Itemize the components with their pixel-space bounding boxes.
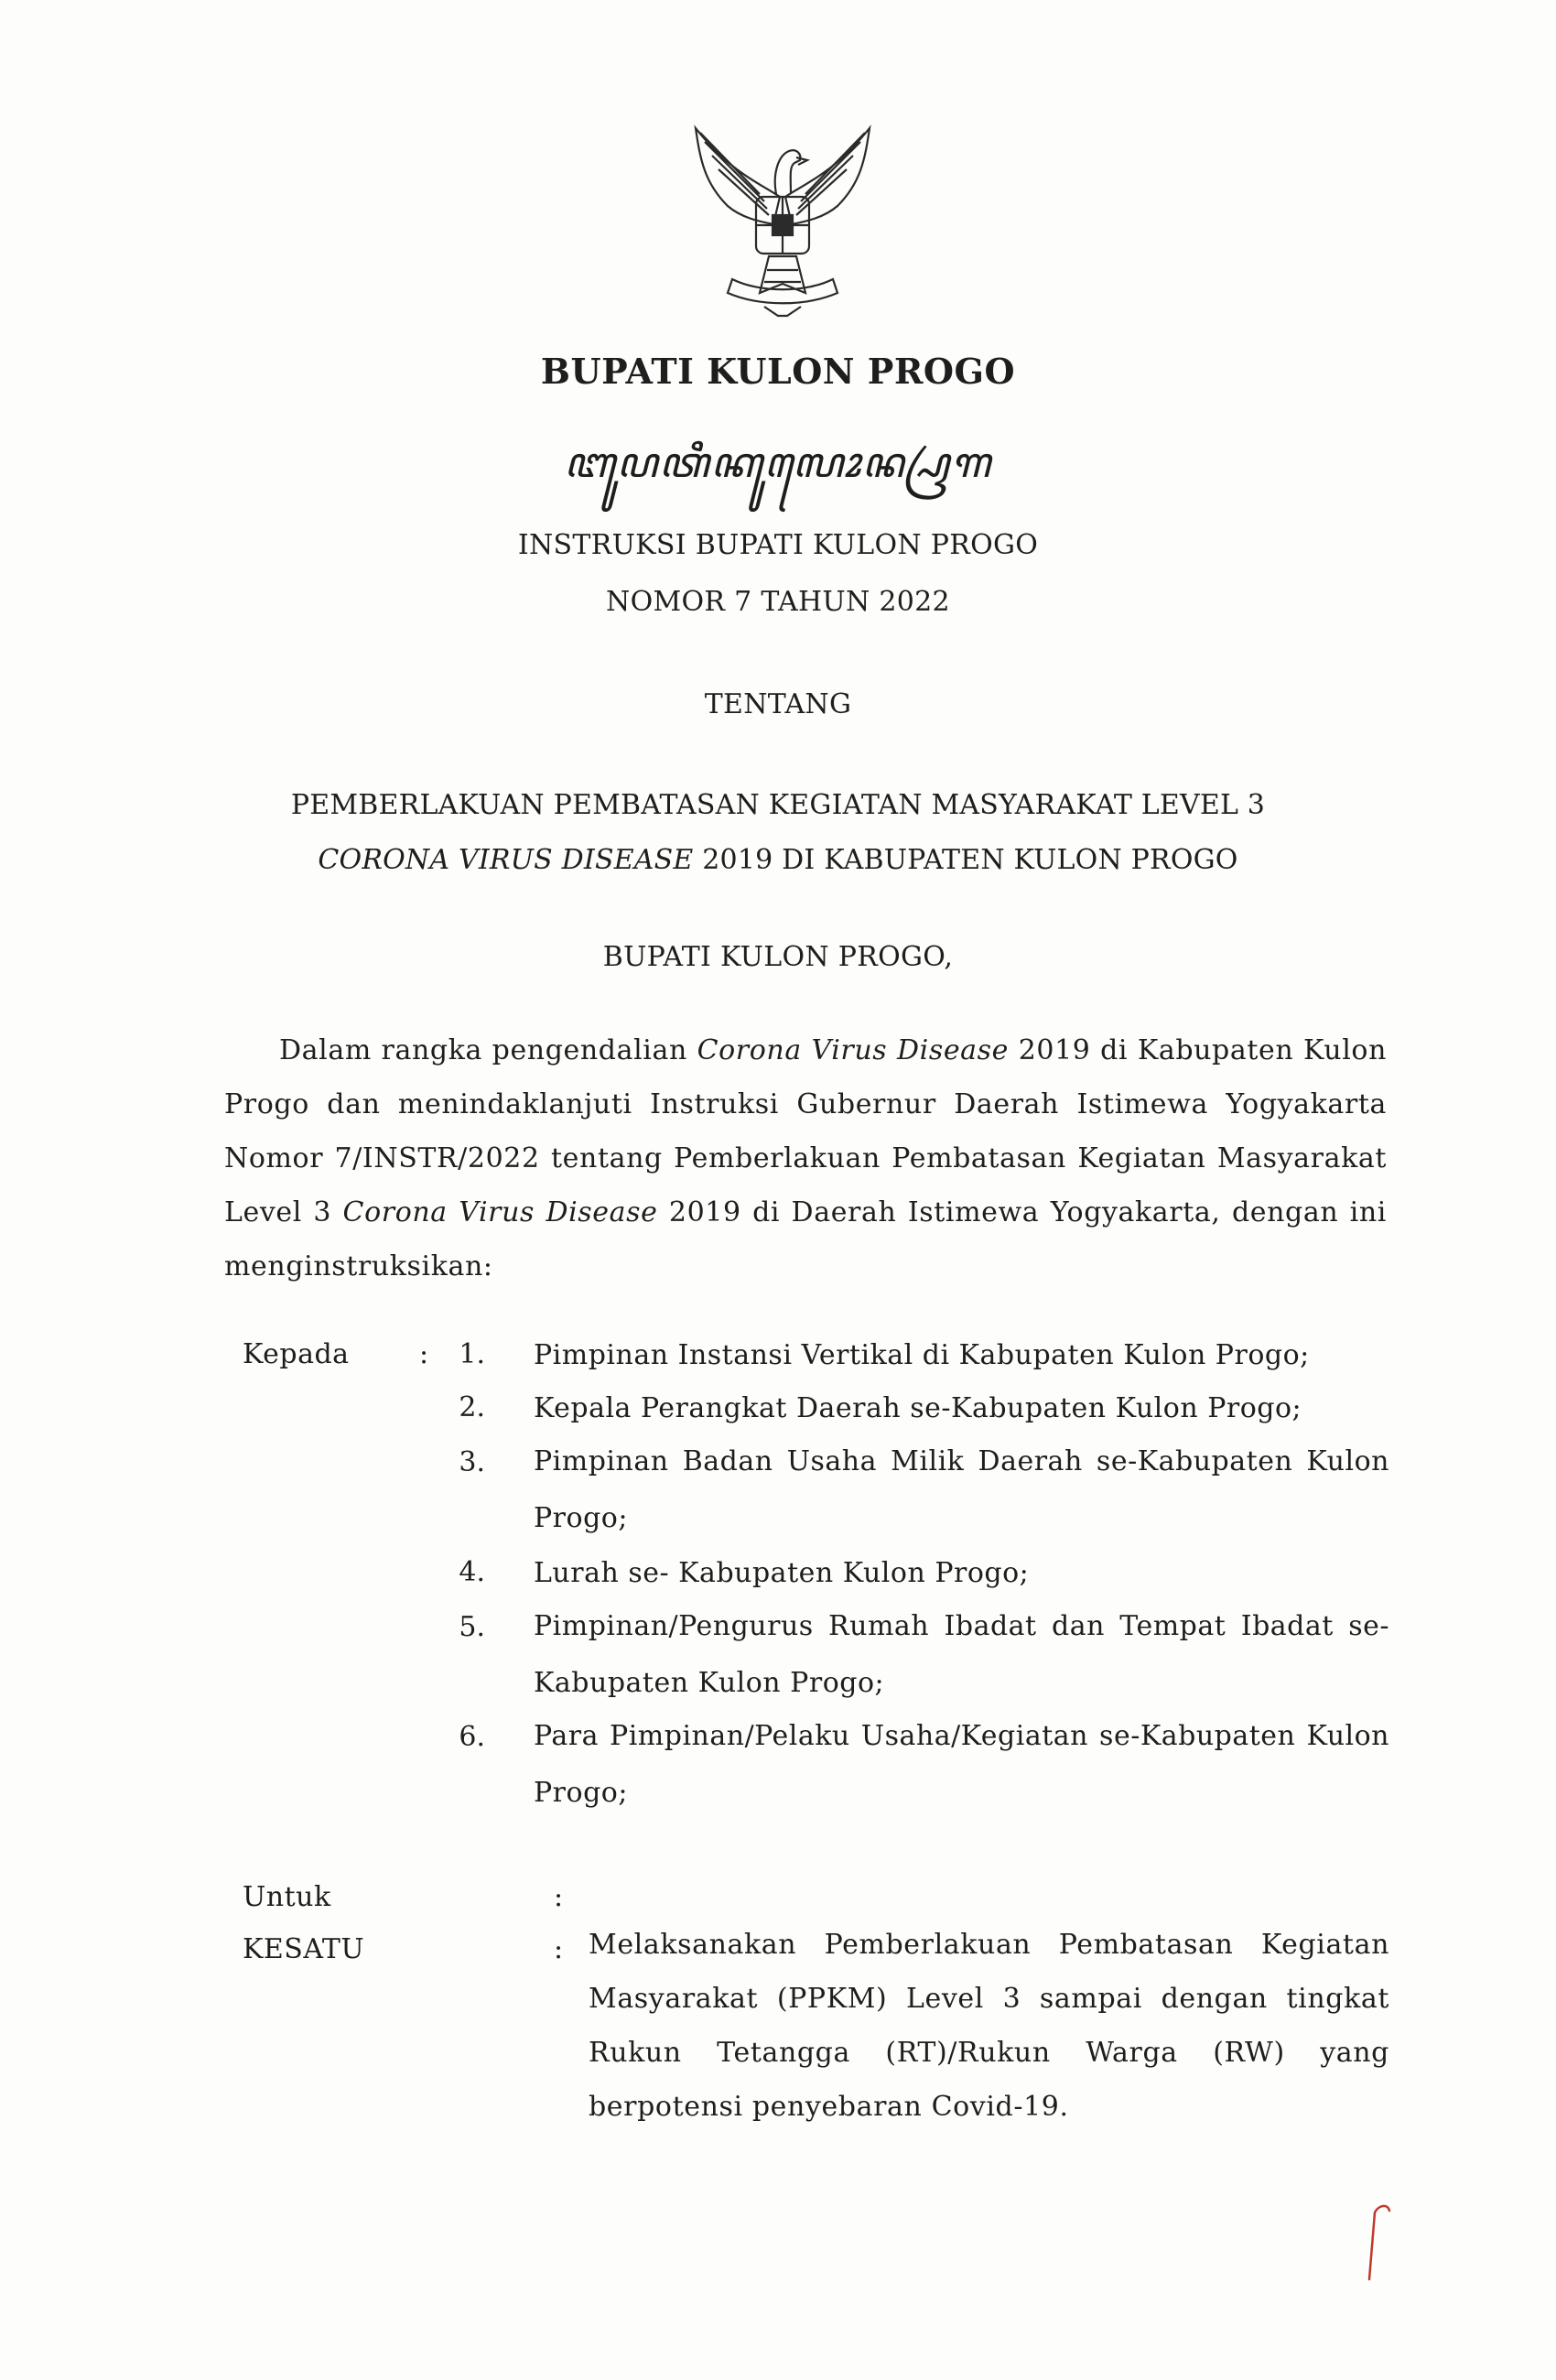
garuda-pancasila-emblem-icon: [677, 110, 888, 325]
office-title: BUPATI KULON PROGO: [540, 351, 1016, 392]
kepada-item-number: 2.: [459, 1391, 485, 1423]
subject-line-1: PEMBERLAKUAN PEMBATASAN KEGIATAN MASYARAKAT LEVEL 3: [290, 789, 1266, 821]
subject-italic: CORONA VIRUS DISEASE: [318, 844, 694, 876]
kepada-item-number: 4.: [459, 1556, 485, 1588]
kepada-item-number: 6.: [459, 1721, 485, 1753]
subject-line-2: [0, 844, 1556, 876]
preamble-paragraph: [224, 1023, 1387, 1293]
kepada-item-number: 1.: [459, 1338, 485, 1370]
untuk-colon: :: [554, 1881, 564, 1913]
kesatu-label: KESATU: [243, 1933, 365, 1965]
kepada-item-6: Para Pimpinan/Pelaku Usaha/Kegiatan se-Kabupaten Kulon Progo;: [534, 1720, 1389, 1809]
preamble-part-3: 2019 di Daerah Istimewa Yogyakarta, dengan ini menginstruksikan:: [224, 1196, 1387, 1282]
kesatu-colon: :: [554, 1933, 564, 1965]
kepada-item-3: Pimpinan Badan Usaha Milik Daerah se-Kabupaten Kulon Progo;: [534, 1445, 1389, 1534]
kepada-item-2: Kepala Perangkat Daerah se-Kabupaten Kulon Progo;: [534, 1392, 1302, 1424]
initial-signature-icon: [1362, 2202, 1399, 2284]
preamble-italic-1: Corona Virus Disease: [697, 1034, 1010, 1066]
kepada-item-5: Pimpinan/Pengurus Rumah Ibadat dan Tempat Ibadat se-Kabupaten Kulon Progo;: [534, 1610, 1389, 1699]
document-number: NOMOR 7 TAHUN 2022: [606, 586, 950, 618]
preamble-part-2: 2019 di Kabupaten Kulon Progo dan menindaklanjuti Instruksi Gubernur Daerah Istimewa Yogyakarta Nomor 7/INSTR/2022 tentang Pemberlakuan Pembatasan Kegiatan Masyarakat Level 3: [224, 1034, 1387, 1228]
kepada-item-number: 5.: [459, 1611, 485, 1643]
subject-rest: 2019 DI KABUPATEN KULON PROGO: [693, 844, 1238, 876]
kepada-item-4: Lurah se- Kabupaten Kulon Progo;: [534, 1557, 1030, 1589]
preamble-part-1: Dalam rangka pengendalian: [279, 1034, 697, 1066]
kesatu-text: Melaksanakan Pemberlakuan Pembatasan Kegiatan Masyarakat (PPKM) Level 3 sampai dengan tingkat Rukun Tetangga (RT)/Rukun Warga (RW) yang berpotensi penyebaran Covid-19.: [589, 1929, 1389, 2123]
issuer-line: BUPATI KULON PROGO,: [602, 941, 954, 973]
javanese-script-title: ꦧꦸꦥꦠꦶꦏꦸꦭꦺꦴꦤ꧀ꦥꦿꦒ: [564, 438, 992, 487]
kepada-label: Kepada: [243, 1338, 350, 1370]
document-type: INSTRUKSI BUPATI KULON PROGO: [517, 529, 1039, 561]
kepada-item-number: 3.: [459, 1446, 485, 1478]
kepada-colon: :: [419, 1338, 429, 1370]
preamble-italic-2: Corona Virus Disease: [342, 1196, 658, 1228]
kepada-item-1: Pimpinan Instansi Vertikal di Kabupaten Kulon Progo;: [534, 1339, 1310, 1371]
untuk-label: Untuk: [243, 1881, 331, 1913]
about-label: TENTANG: [704, 688, 852, 720]
